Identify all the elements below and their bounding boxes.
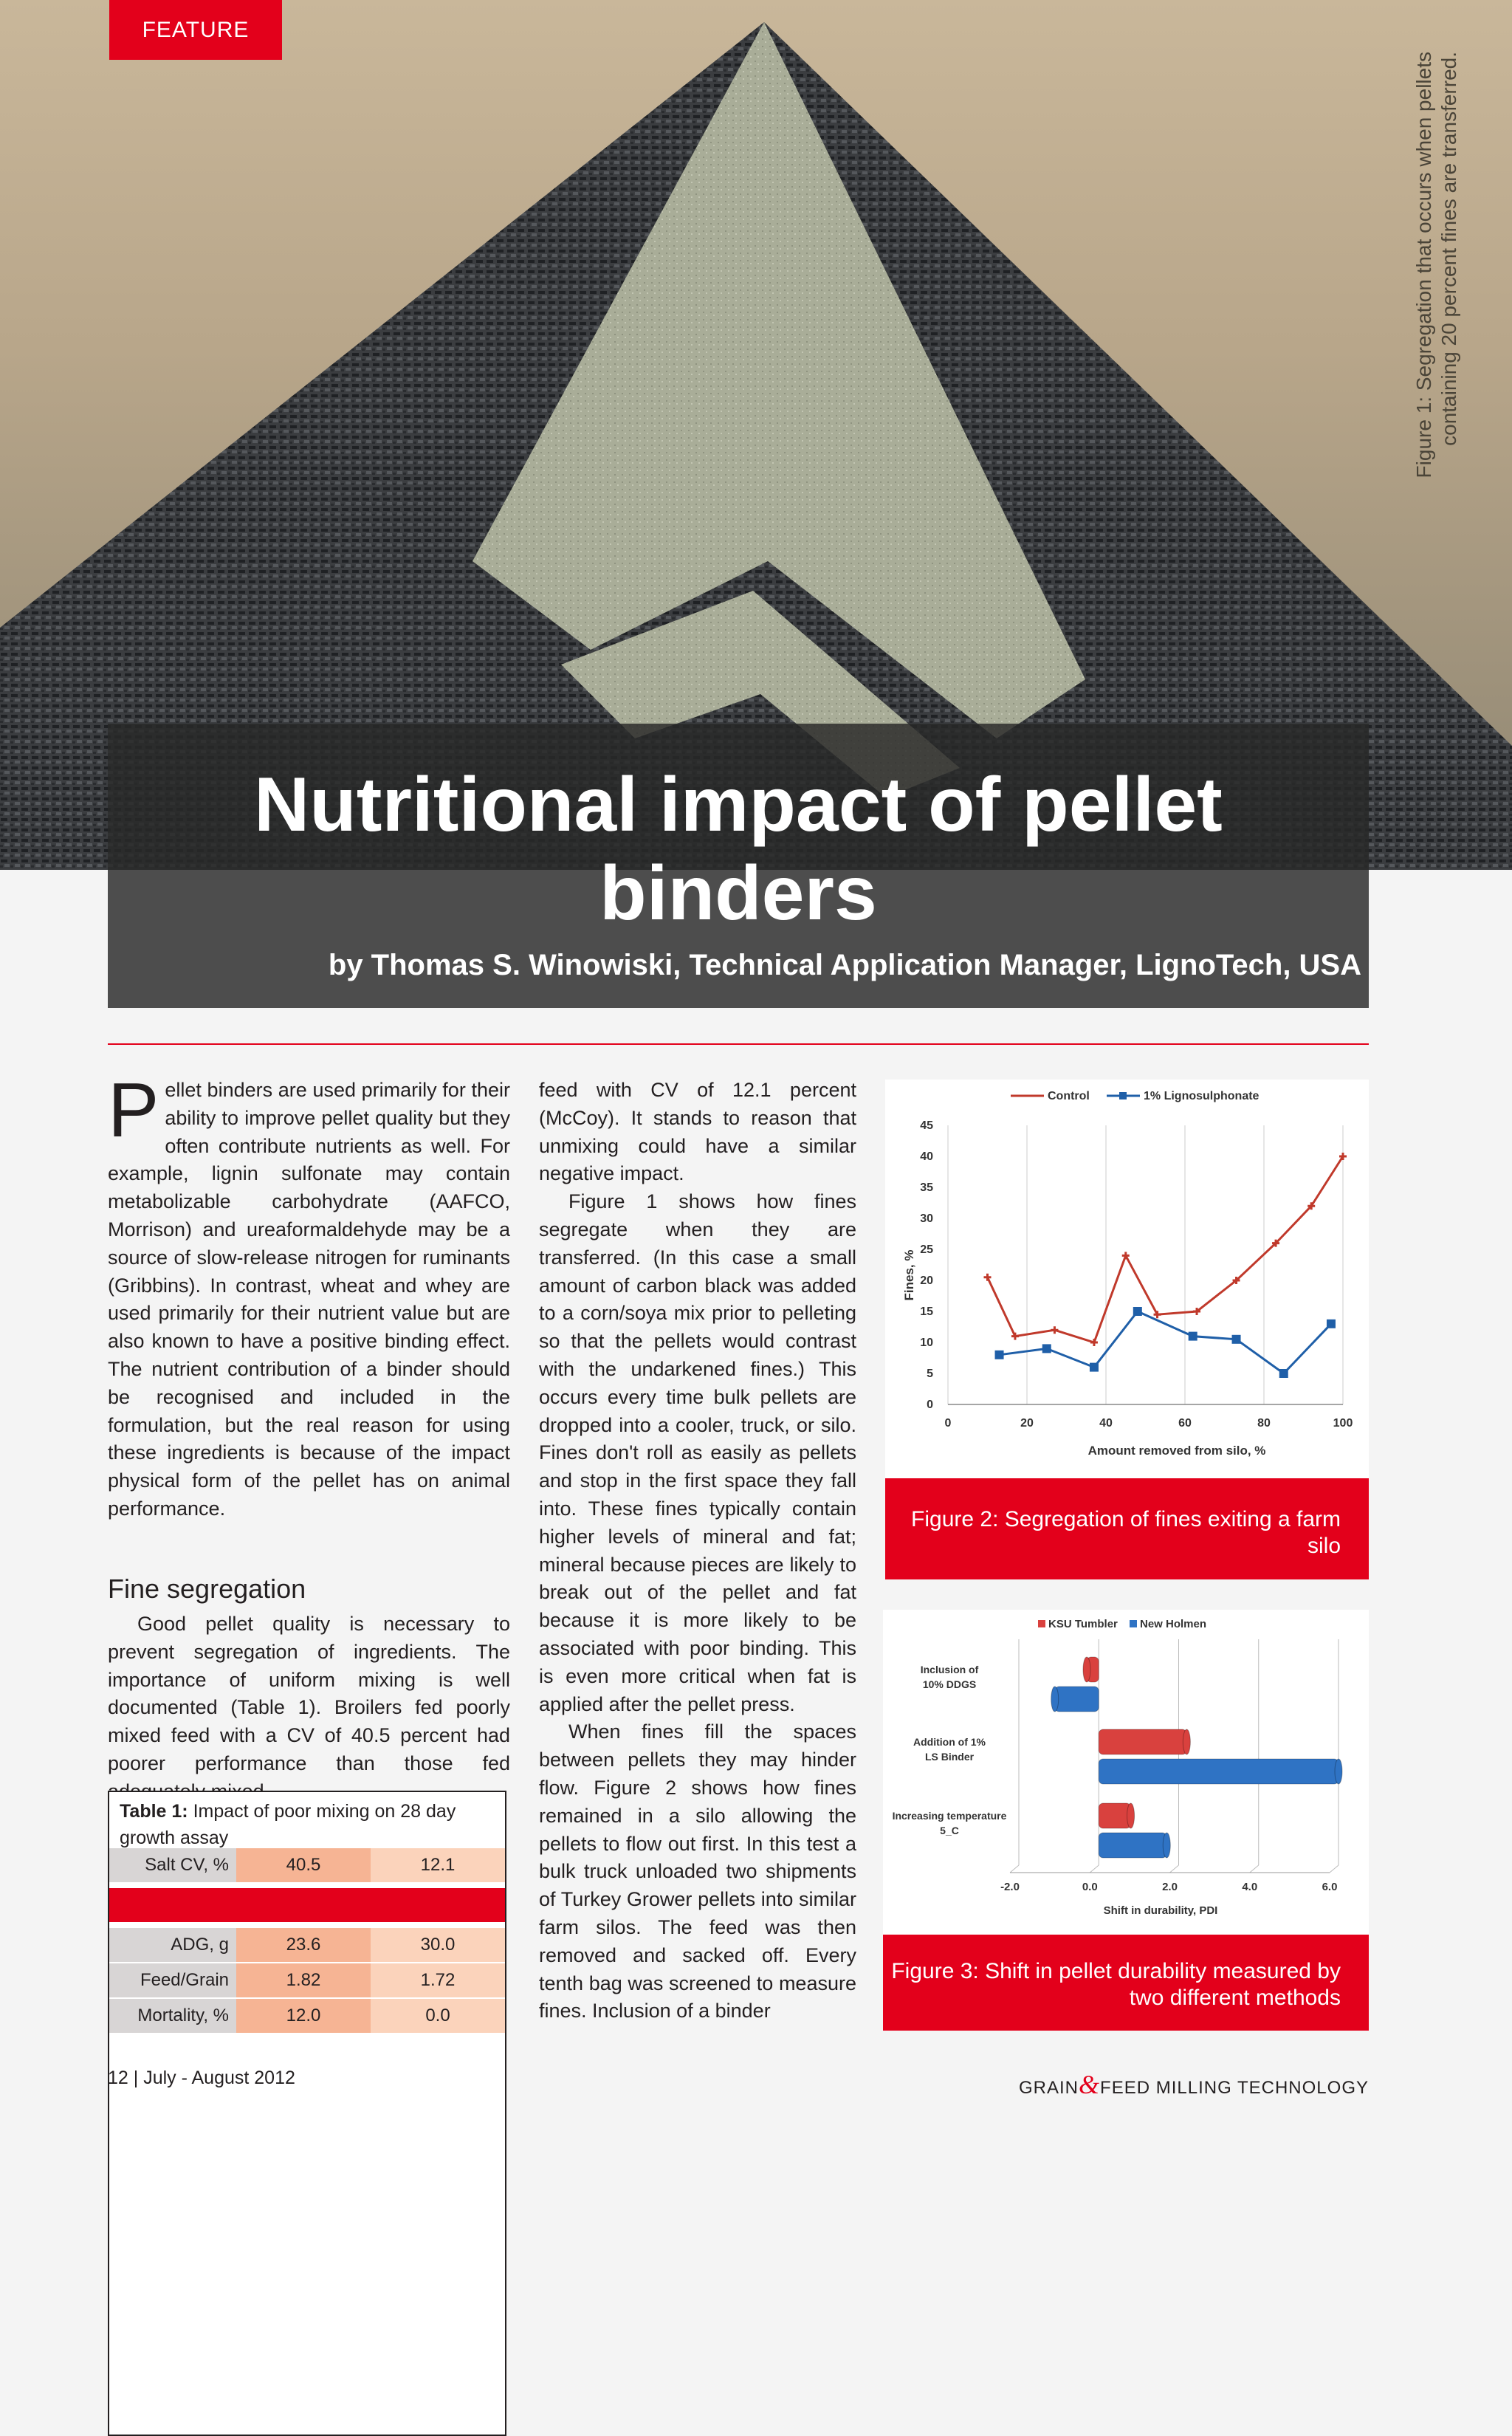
data-point [1279, 1369, 1288, 1378]
figure-2-caption: Figure 2: Segregation of fines exiting a farm silo [885, 1478, 1369, 1579]
table-1 [108, 1791, 506, 2436]
series-line-control [988, 1156, 1344, 1342]
legend-ksu: KSU Tumbler [1048, 1618, 1118, 1630]
gridline [1170, 1865, 1179, 1873]
data-point [1327, 1320, 1336, 1328]
y-tick-label: 35 [920, 1181, 933, 1194]
x-tick-label: 40 [1099, 1417, 1113, 1430]
table-row: Feed/Grain 1.82 1.72 [109, 1963, 505, 1997]
category-label: Inclusion of [920, 1664, 979, 1675]
data-point [1042, 1344, 1051, 1353]
gridline [1330, 1865, 1339, 1873]
page-footer-issue: 12 | July - August 2012 [108, 2068, 295, 2088]
x-tick-label: 100 [1333, 1417, 1353, 1430]
fine-segregation-text: Good pellet quality is necessary to prevent segregation of ingredients. The importance of uniform mixing is well documented (Table 1). Broilers fed poorly mixed feed with a CV of 40.5 percent had poorer performance than those fed [108, 1613, 510, 1774]
legend-holmen: New Holmen [1140, 1618, 1207, 1630]
category-label: Increasing temperature [892, 1810, 1007, 1822]
drop-cap: P [108, 1068, 159, 1153]
title-panel [108, 724, 1369, 1008]
line-chart [885, 1080, 1369, 1478]
chart-legend [1011, 1090, 1260, 1102]
x-axis-label: Shift in durability, PDI [1103, 1904, 1218, 1917]
intro-text: ellet binders are used primarily for their ability to improve pellet quality but they often contribute nutrients as well. For example, lignin sulfonate may contain metabolizable carbohydrate (AAFCO, Morrison) and ureaformaldehyde may be a source of slow-release nitrogen for ruminants (Gribbins). In contrast, wheat and whey are used primarily for their nutrient value but are also known to have a positive binding effect. The nutrient contribution of a binder should be recognised and included in the formulation, but the real reason for using these ingredients is because of the impact physical form of the pellet has on animal performance. [108, 1079, 510, 1520]
category-label: Addition of 1% [913, 1736, 986, 1748]
data-point [995, 1351, 1004, 1359]
bar-end [1083, 1657, 1090, 1682]
bar-holmen [1055, 1687, 1099, 1712]
x-tick-label: 80 [1257, 1417, 1271, 1430]
table-separator [109, 1888, 505, 1922]
bar-holmen [1099, 1833, 1166, 1858]
table-row: Mortality, % 12.0 0.0 [109, 1999, 505, 2033]
y-tick-label: 30 [920, 1212, 933, 1225]
x-tick-label: 60 [1178, 1417, 1192, 1430]
subheading: Fine segregation [108, 1574, 306, 1604]
figure-3-caption: Figure 3: Shift in pellet durability measured by two different methods [883, 1935, 1369, 2031]
data-point [1090, 1363, 1099, 1372]
bar-end [1183, 1729, 1190, 1754]
bar-end [1051, 1687, 1059, 1712]
bar-holmen [1099, 1759, 1339, 1784]
byline: by Thomas S. Winowiski, Technical Application Manager, LignoTech, USA [328, 949, 1361, 981]
y-tick-label: 40 [920, 1150, 933, 1163]
article-title: Nutritional impact of pellet binders [254, 762, 1223, 936]
x-tick-label: 4.0 [1242, 1881, 1258, 1893]
data-point [984, 1274, 992, 1281]
chart-legend [1038, 1618, 1206, 1630]
intro-paragraph [108, 1068, 510, 1523]
y-axis-label: Fines, % [902, 1249, 916, 1301]
bar-end [1127, 1803, 1135, 1828]
bar-chart [883, 1610, 1369, 1935]
category-label: LS Binder [924, 1751, 975, 1763]
gridline [1090, 1865, 1099, 1873]
publication-name: GRAIN&FEED MILLING TECHNOLOGY [1019, 2070, 1369, 2099]
paragraph: When fines fill the spaces between pellets they may hinder flow. Figure 2 shows how fines remained in a silo allowing the pellets to flow out first. In this test a bulk truck unloaded two shipments of Turkey Grower pellets into similar farm silos. The feed was then removed and sacked off. Every tenth bag was screened to measure fines. Inclusion of a binder [539, 1720, 856, 2022]
table-caption: Table 1: Impact of poor mixing on 28 day growth assay [120, 1801, 456, 1848]
category-label: 10% DDGS [922, 1678, 977, 1690]
photo-caption-text: Figure 1: Segregation that occurs when pellets containing 20 percent fines are transferred. [1412, 52, 1460, 478]
x-tick-label: 0 [944, 1417, 952, 1430]
series-line-lignosulphonate [1000, 1311, 1331, 1373]
y-tick-label: 20 [920, 1274, 933, 1287]
x-tick-label: 6.0 [1322, 1881, 1338, 1893]
y-tick-label: 10 [920, 1337, 933, 1349]
gridline [1250, 1865, 1259, 1873]
legend-ligno: 1% Lignosulphonate [1144, 1090, 1260, 1102]
data-point [1133, 1307, 1142, 1316]
category-label: 5_C [940, 1825, 959, 1836]
table-row: ADG, g 23.6 30.0 [109, 1928, 505, 1962]
bar-ksu [1099, 1729, 1186, 1754]
legend-control: Control [1048, 1090, 1090, 1102]
body-column-2 [539, 1077, 856, 2025]
data-point [1232, 1335, 1241, 1344]
x-tick-label: 20 [1020, 1417, 1034, 1430]
data-point [1189, 1332, 1197, 1341]
y-tick-label: 15 [920, 1306, 933, 1318]
table-row: Salt CV, % 40.5 12.1 [109, 1848, 505, 1882]
figure-2-chart [885, 1080, 1369, 1478]
bar-end [1163, 1833, 1170, 1858]
paragraph: feed with CV of 12.1 percent (McCoy). It stands to reason that unmixing could have a similar negative impact. [539, 1079, 856, 1185]
divider [108, 1043, 1369, 1045]
data-point [1051, 1326, 1058, 1334]
fine-segregation-paragraph [108, 1610, 510, 1806]
y-tick-label: 25 [920, 1243, 933, 1256]
data-point [1011, 1333, 1019, 1340]
photo-caption [1412, 52, 1460, 495]
data-point [1090, 1339, 1098, 1346]
y-tick-label: 0 [927, 1399, 933, 1411]
x-tick-label: -2.0 [1000, 1881, 1020, 1893]
paragraph: Figure 1 shows how fines segregate when they are transferred. (In this case a small amount of carbon black was added to a corn/soya mix prior to pelleting so that the pellets would contrast with the undarkened fines.) This occurs every time bulk pellets are dropped into a cooler, truck, or silo. Fines don't roll as easily as pellets and stop in the first space they fall into. These fines typically contain higher levels of mineral and fat; mineral because pieces are likely to break out of the pellet and fat because it is more likely to be associated with poor binding. This is even more critical when fat is applied after the pellet press. [539, 1190, 856, 1715]
y-tick-label: 5 [927, 1368, 933, 1380]
x-tick-label: 2.0 [1162, 1881, 1178, 1893]
x-tick-label: 0.0 [1082, 1881, 1098, 1893]
figure-3-chart [883, 1610, 1369, 1935]
bar-ksu [1099, 1803, 1130, 1828]
x-axis-label: Amount removed from silo, % [1087, 1444, 1266, 1458]
gridline [1010, 1865, 1019, 1873]
bar-end [1335, 1759, 1342, 1784]
y-tick-label: 45 [920, 1119, 933, 1132]
section-tag: FEATURE [109, 0, 282, 60]
